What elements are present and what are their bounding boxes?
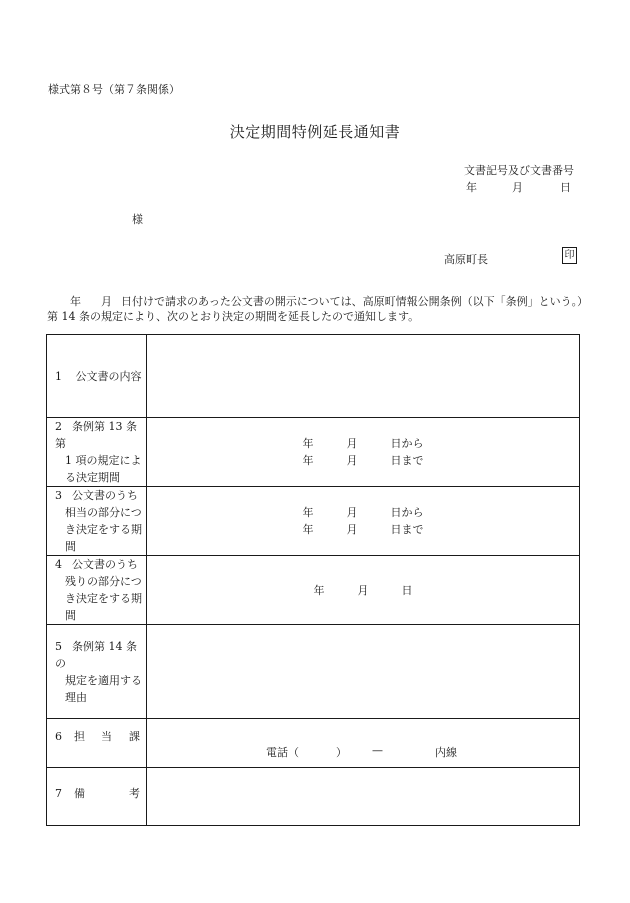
body-line-2: 第 14 条の規定により、次のとおり決定の期間を延長したので通知します。 [47,310,420,323]
recipient-honorific: 様 [132,213,143,226]
row-label-line: 相当の部分につ [65,506,142,519]
period-year: 年 [302,523,314,536]
form-table [46,334,580,826]
row-number: 5 [55,639,62,653]
department-field[interactable] [147,719,580,768]
partial-decision-period-field[interactable] [147,487,580,556]
row-label-line: 理由 [65,690,87,704]
row-partial-decision-period [47,487,580,556]
label-cell [47,418,147,487]
period-year: 年 [313,583,325,597]
row-label-line: 条例第 14 条の [55,639,137,670]
phone-close-paren: ） [336,746,347,759]
row-number: 3 [55,489,62,502]
remarks-field[interactable] [147,768,580,826]
label-cell [47,625,147,719]
period-year: 年 [302,506,314,519]
label-cell [47,487,147,556]
row-label-line: 残りの部分につ [65,575,142,588]
phone-dash: — [372,744,383,757]
phone-label: 電話（ [266,746,299,759]
label-cell [47,719,147,768]
row-label-char: 当 [101,730,112,743]
row-label-line: 規定を適用する [65,673,142,687]
row-label-char: 課 [129,730,140,743]
row-department [47,719,580,768]
row-label-line: 間 [65,609,76,622]
row-label-line: 間 [65,540,76,553]
label-cell [47,335,147,418]
label-cell [47,556,147,625]
application-reason-field[interactable] [147,625,580,719]
issue-date-month: 月 [512,181,523,194]
row-label-line: る決定期間 [65,471,120,484]
row-number: 4 [55,558,62,571]
body-year: 年 [70,295,81,308]
sender-title: 高原町長 [444,253,488,266]
seal-mark: 印 [562,247,577,264]
row-remaining-decision-period [47,556,580,625]
row-label-line: 公文書のうち [72,558,138,571]
row-number: 6 [55,730,62,743]
body-month: 月 [101,295,112,308]
decision-period-field[interactable] [147,418,580,487]
period-to: 日まで [390,454,424,467]
row-label-line: き決定をする期 [65,592,142,605]
period-day: 日 [401,583,413,597]
row-decision-period [47,418,580,487]
form-number-label: 様式第８号（第７条関係） [48,83,180,96]
period-to: 日まで [390,523,424,536]
row-label: 公文書の内容 [75,369,142,383]
row-number: 2 [55,420,62,433]
document-content-field[interactable] [147,335,580,418]
row-number: 7 [55,786,62,800]
row-document-content [47,335,580,418]
period-from: 日から [390,506,424,519]
remaining-decision-period-field[interactable] [147,556,580,625]
extension-label: 内線 [435,746,457,759]
row-label-line: 条例第 13 条第 [55,420,137,450]
document-title: 決定期間特例延長通知書 [229,123,401,141]
period-year: 年 [302,437,314,450]
row-label-line: 公文書のうち [72,489,138,502]
period-month: 月 [346,506,358,519]
issue-date-day: 日 [560,181,571,194]
period-month: 月 [346,454,358,467]
row-number: 1 [55,369,62,383]
label-cell [47,768,147,826]
row-label-char: 備 [74,786,85,800]
period-year: 年 [302,454,314,467]
row-remarks [47,768,580,826]
period-from: 日から [390,437,424,450]
period-month: 月 [357,583,369,597]
row-label-char: 考 [129,786,140,800]
period-month: 月 [346,437,358,450]
row-label-line: き決定をする期 [65,523,142,536]
issue-date-year: 年 [466,181,477,194]
period-month: 月 [346,523,358,536]
row-application-reason [47,625,580,719]
row-label-line: 1 項の規定によ [65,454,142,467]
document-number-label: 文書記号及び文書番号 [464,164,574,177]
row-label-char: 担 [74,730,85,743]
body-line-1: 日付けで請求のあった公文書の開示については、高原町情報公開条例（以下「条例」という。） [121,295,589,308]
